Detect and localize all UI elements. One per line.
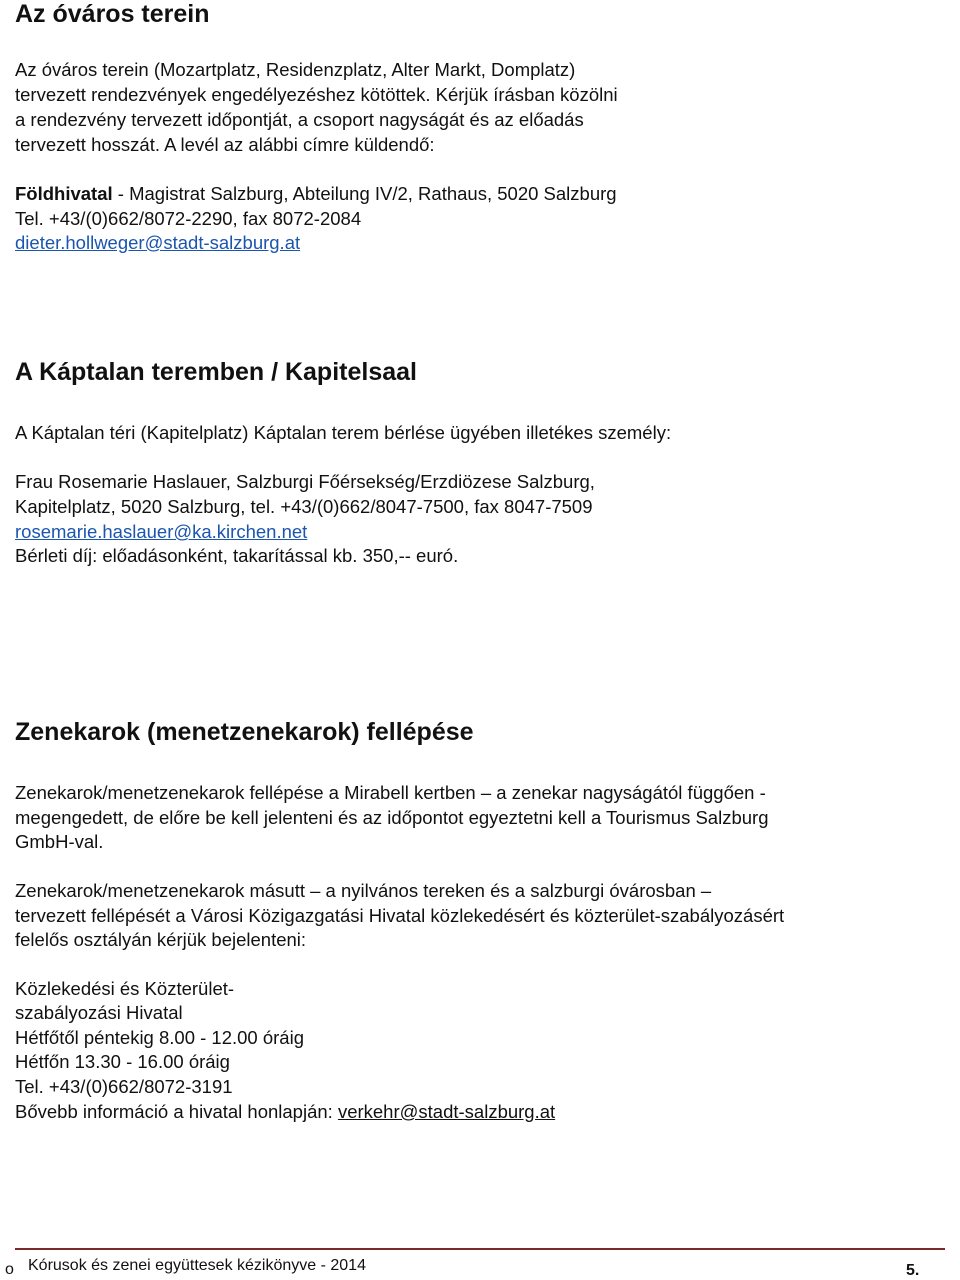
paragraph-line: Zenekarok/menetzenekarok másutt – a nyilvános tereken és a salzburgi óvárosban – [15, 880, 712, 901]
paragraph-line: GmbH-val. [15, 831, 104, 852]
paragraph-line: megengedett, de előre be kell jelenteni és az időpontot egyeztetni kell a Tourismus Salzburg [15, 807, 769, 828]
footer-title: Kórusok és zenei együttesek kézikönyve - 2014 [28, 1257, 366, 1274]
office-phone: Tel. +43/(0)662/8072-2290, fax 8072-2084 [15, 208, 362, 229]
office-phone: Tel. +43/(0)662/8072-3191 [15, 1076, 233, 1097]
footer-bullet: o [5, 1261, 14, 1278]
office-hours: Hétfőtől péntekig 8.00 - 12.00 óráig [15, 1027, 304, 1048]
paragraph-line: tervezett fellépését a Városi Közigazgatási Hivatal közlekedésért és közterület-szabályozásért [15, 905, 785, 926]
paragraph-line: tervezett rendezvények engedélyezéshez kötöttek. Kérjük írásban közölni [15, 84, 618, 105]
email-link-haslauer[interactable]: rosemarie.haslauer@ka.kirchen.net [15, 521, 308, 542]
paragraph-line: Zenekarok/menetzenekarok fellépése a Mirabell kertben – a zenekar nagyságától függően - [15, 782, 766, 803]
paragraph-intro: A Káptalan téri (Kapitelplatz) Káptalan terem bérlése ügyében illetékes személy: [15, 422, 672, 443]
contact-line: Frau Rosemarie Haslauer, Salzburgi Főérsekség/Erzdiözese Salzburg, [15, 471, 595, 492]
paragraph-line: Az óváros terein (Mozartplatz, Residenzplatz, Alter Markt, Domplatz) [15, 59, 576, 80]
paragraph-line: tervezett hosszát. A levél az alábbi címre küldendő: [15, 134, 435, 155]
email-link-hollweger[interactable]: dieter.hollweger@stadt-salzburg.at [15, 232, 301, 253]
info-line [15, 1100, 555, 1125]
section-title-bands: Zenekarok (menetzenekarok) fellépése [15, 718, 474, 746]
footer-divider [15, 1248, 945, 1250]
paragraph-line: felelős osztályán kérjük bejelenteni: [15, 929, 307, 950]
email-line [15, 231, 300, 256]
email-link-verkehr[interactable]: verkehr@stadt-salzburg.at [337, 1101, 556, 1122]
office-address [15, 182, 617, 207]
office-line: szabályozási Hivatal [15, 1002, 183, 1023]
info-prefix: Bővebb információ a hivatal honlapján: [15, 1101, 338, 1122]
contact-line: Kapitelplatz, 5020 Salzburg, tel. +43/(0)662/8047-7500, fax 8047-7509 [15, 496, 593, 517]
section-title-kapitelsaal: A Káptalan teremben / Kapitelsaal [15, 358, 417, 386]
office-hours: Hétfőn 13.30 - 16.00 óráig [15, 1051, 230, 1072]
office-address-rest: - Magistrat Salzburg, Abteilung IV/2, Rathaus, 5020 Salzburg [112, 183, 617, 204]
paragraph-line: a rendezvény tervezett időpontját, a csoport nagyságát és az előadás [15, 109, 584, 130]
section-title-old-town: Az óváros terein [15, 0, 210, 28]
office-name: Földhivatal [15, 183, 113, 204]
email-line [15, 520, 307, 545]
page-number: 5. [906, 1262, 920, 1279]
office-line: Közlekedési és Közterület- [15, 978, 235, 999]
fee-line: Bérleti díj: előadásonként, takarítással kb. 350,-- euró. [15, 545, 459, 566]
